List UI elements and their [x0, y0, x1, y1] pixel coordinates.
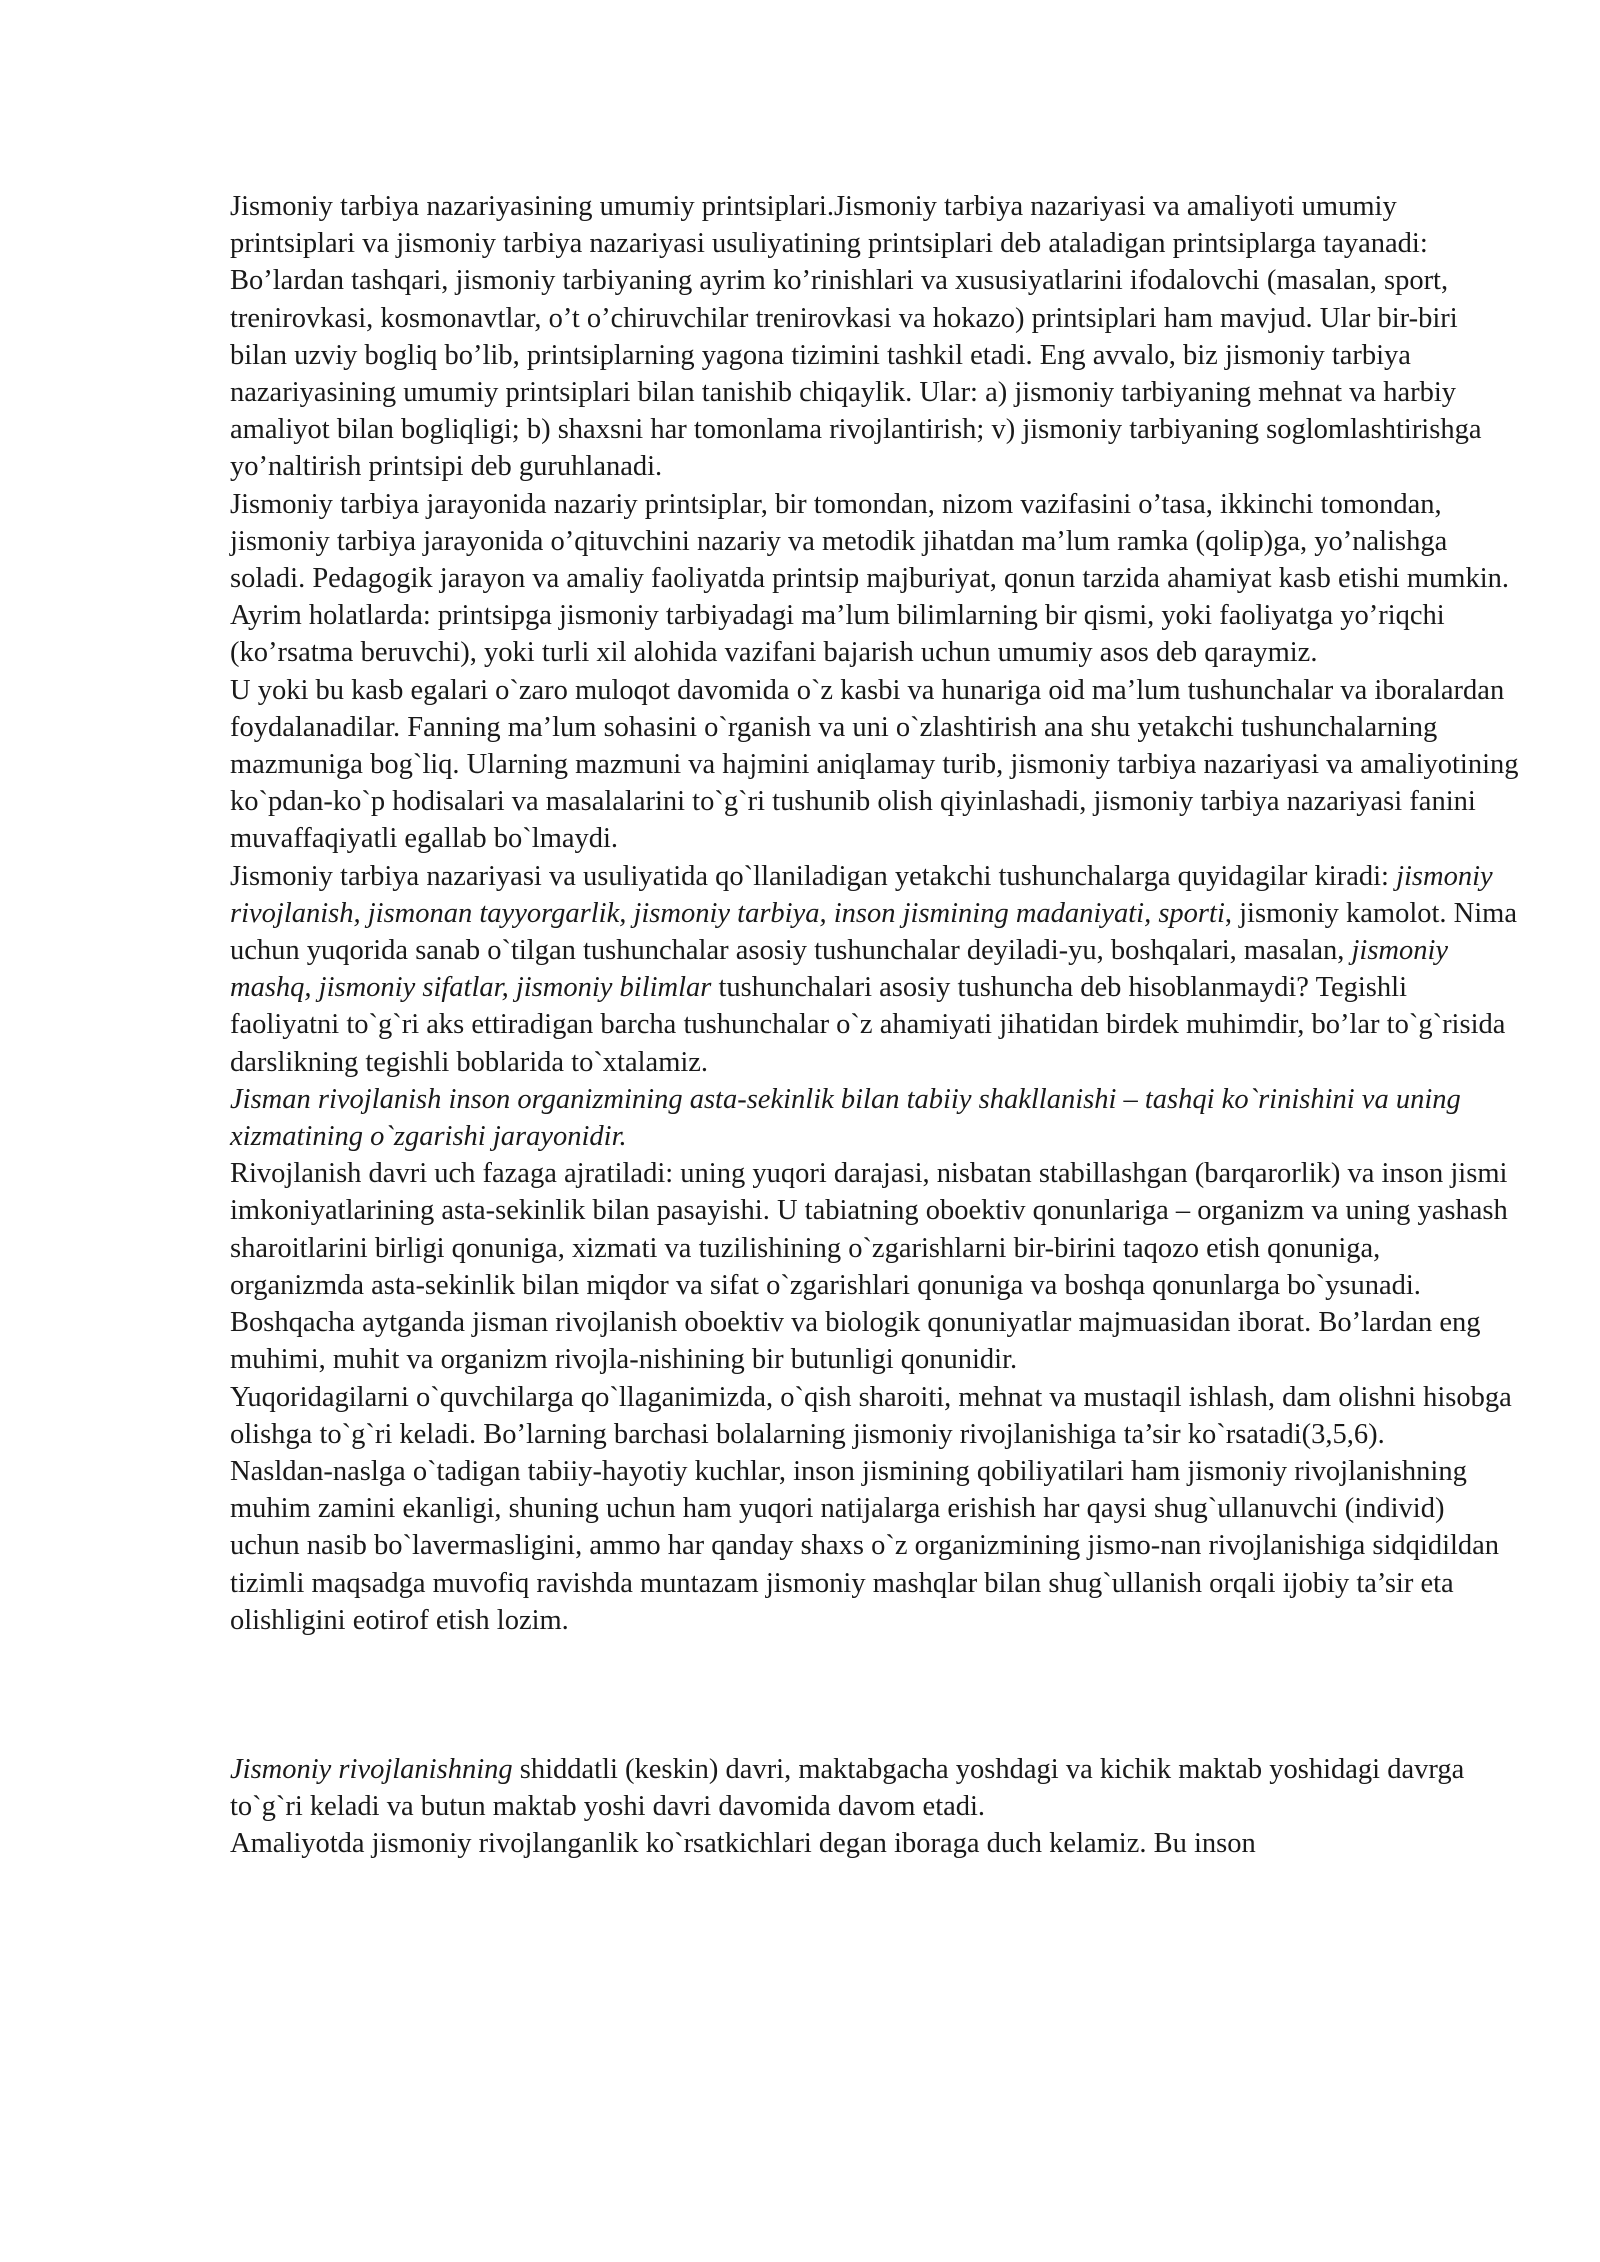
paragraph-gap [230, 1639, 1520, 1751]
paragraph-intensive-period [230, 1751, 1520, 1825]
document-page [230, 188, 1520, 1862]
text-segment: shiddatli (keskin) davri, maktabgacha yoshdagi va kichik maktab yoshidagi davrga to`g`ri keladi va butun maktab yoshi davri davomida davom etadi. [230, 1753, 1465, 1822]
text-segment-italic: jismoniy mashq, jismoniy sifatlar, jismoniy bilimlar [230, 935, 1449, 1004]
text-segment-italic: jismoniy rivojlanish, jismonan tayyorgarlik, jismoniy tarbiya, inson jismining madaniyati, sporti [230, 860, 1493, 929]
paragraph-pupils-conditions: Yuqoridagilarni o`quvchilarga qo`llaganimizda, o`qish sharoiti, mehnat va mustaqil ishlash, dam olishni hisobga olishga to`g`ri keladi. Bo’larning barchasi bolalarning jismoniy rivojlanishiga ta’sir ko`rsatadi(3,5,6). [230, 1381, 1512, 1450]
paragraph-principle-definition: Ayrim holatlarda: printsipga jismoniy tarbiyadagi ma’lum bilimlarning bir qismi, yoki faoliyatga yo’riqchi (ko’rsatma beruvchi), yoki turli xil alohida vazifani bajarish uchun umumiy asos deb qaraymiz. [230, 600, 1445, 669]
text-segment-italic: Jismoniy rivojlanishning [230, 1753, 513, 1785]
text-segment: tushunchalari asosiy tushuncha deb hisoblanmaydi? Tegishli faoliyatni to`g`ri aks ettiradigan barcha tushunchalar o`z ahamiyati jihatidan birdek muhimdir, bo’lar to`g`risida darslikning tegishli boblarida to`xtalamiz. [230, 972, 1506, 1078]
paragraph-development-indicators: Amaliyotda jismoniy rivojlanganlik ko`rsatkichlari degan iboraga duch kelamiz. Bu inson [230, 1827, 1256, 1859]
paragraph-development-phases: Rivojlanish davri uch fazaga ajratiladi: uning yuqori darajasi, nisbatan stabillashgan (barqarorlik) va inson jismi imkoniyatlarining asta-sekinlik bilan pasayishi. U tabiatning oboektiv qonunlariga – organizm va uning yashash sharoitlarini birligi qonuniga, xizmati va tuzilishining o`zgarishlarni bir-birini taqozo etish qonuniga, organizmda asta-sekinlik bilan miqdor va sifat o`zgarishlari qonuniga va boshqa qonunlarga bo`ysunadi. Boshqacha aytganda jisman rivojlanish oboektiv va biologik qonuniyatlar majmuasidan iborat. Bo’lardan eng muhimi, muhit va organizm rivojla-nishining bir butunligi qonunidir. [230, 1158, 1508, 1376]
text-segment: , jismoniy kamolot. Nima uchun yuqorida sanab o`tilgan tushunchalar asosiy tushunchalar deyiladi-yu, boshqalari, masalan, [230, 897, 1517, 967]
paragraph-physical-development-definition [230, 1081, 1520, 1155]
text-segment: Jismoniy tarbiya nazariyasi va usuliyatida qo`llaniladigan yetakchi tushunchalarga quyidagilar kiradi: [230, 860, 1397, 892]
paragraph-professional-concepts: U yoki bu kasb egalari o`zaro muloqot davomida o`z kasbi va hunariga oid ma’lum tushunchalar va iboralardan foydalanadilar. Fanning ma’lum sohasini o`rganish va uni o`zlashtirish ana shu yetakchi tushunchalarning mazmuniga bog`liq. Ularning mazmuni va hajmini aniqlamay turib, jismoniy tarbiya nazariyasi va amaliyotining ko`pdan-ko`p hodisalari va masalalarini to`g`ri tushunib olish qiyinlashadi, jismoniy tarbiya nazariyasi fanini muvaffaqiyatli egallab bo`lmaydi. [230, 674, 1519, 855]
paragraph-theoretical-principles: Jismoniy tarbiya jarayonida nazariy printsiplar, bir tomondan, nizom vazifasini o’tasa, ikkinchi tomondan, jismoniy tarbiya jarayonida o’qituvchini nazariy va metodik jihatdan ma’lum ramka (qolip)ga, yo’nalishga soladi. Pedagogik jarayon va amaliy faoliyatda printsip majburiyat, qonun tarzida ahamiyat kasb etishi mumkin. [230, 488, 1510, 595]
text-segment-italic: Jisman rivojlanish inson organizmining asta-sekinlik bilan tabiiy shakllanishi – tashqi ko`rinishini va uning xizmatining o`zgarishi jarayonidir. [230, 1083, 1461, 1153]
paragraph-leading-concepts [230, 858, 1520, 1081]
paragraph-principles-intro: Jismoniy tarbiya nazariyasining umumiy printsiplari.Jismoniy tarbiya nazariyasi va amaliyoti umumiy printsiplari va jismoniy tarbiya nazariyasi usuliyatining printsiplari deb ataladigan printsiplarga tayanadi: Bo’lardan tashqari, jismoniy tarbiyaning ayrim ko’rinishlari va xususiyatlarini ifodalovchi (masalan, sport, trenirovkasi, kosmonavtlar, o’t o’chiruvchilar trenirovkasi va hokazo) printsiplari ham mavjud. Ular bir-biri bilan uzviy bogliq bo’lib, printsiplarning yagona tizimini tashkil etadi. Eng avvalo, biz jismoniy tarbiya nazariyasining umumiy printsiplari bilan tanishib chiqaylik. Ular: a) jismoniy tarbiyaning mehnat va harbiy amaliyot bilan bogliqligi; b) shaxsni har tomonlama rivojlantirish; v) jismoniy tarbiyaning soglomlashtirishga yo’naltirish printsipi deb guruhlanadi. [230, 191, 1482, 483]
paragraph-hereditary-forces: Nasldan-naslga o`tadigan tabiiy-hayotiy kuchlar, inson jismining qobiliyatilari ham jismoniy rivojlanishning muhim zamini ekanligi, shuning uchun ham yuqori natijalarga erishish har qaysi shug`ullanuvchi (individ) uchun nasib bo`lavermasligini, ammo har qanday shaxs o`z organizmining jismo-nan rivojlanishiga sidqidildan tizimli maqsadga muvofiq ravishda muntazam jismoniy mashqlar bilan shug`ullanish orqali ijobiy ta’sir eta olishligini eotirof etish lozim. [230, 1455, 1500, 1636]
